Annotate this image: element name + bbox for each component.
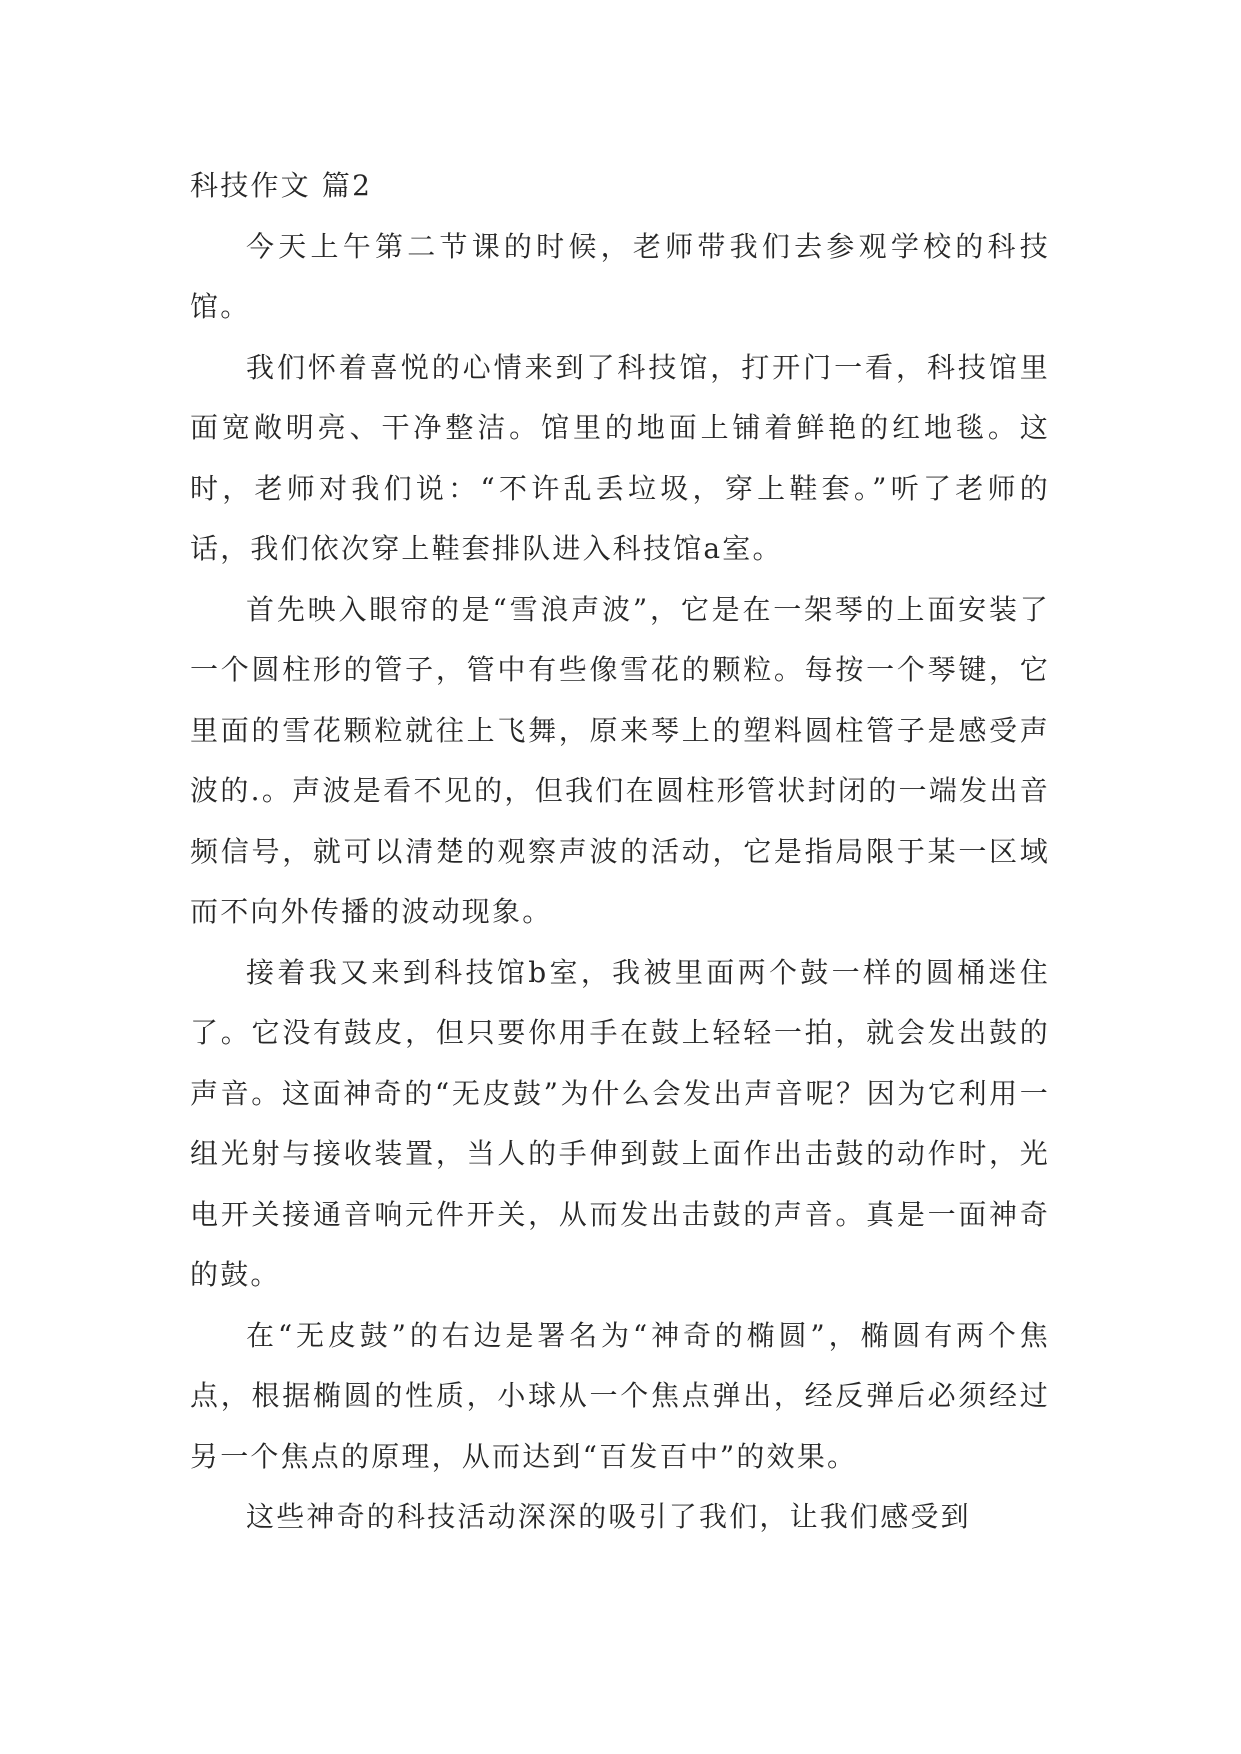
paragraph-museum-hall: 我们怀着喜悦的心情来到了科技馆，打开门一看，科技馆里面宽敞明亮、干净整洁。馆里的地面上铺着鲜艳的红地毯。这时，老师对我们说：“不许乱丢垃圾，穿上鞋套。”听了老师的话，我们依次穿上鞋套排队进入科技馆a室。 — [190, 350, 1050, 565]
article-body — [190, 156, 1050, 1548]
article-heading: 科技作文 篇2 — [190, 169, 373, 202]
paragraph-snow-wave: 首先映入眼帘的是“雪浪声波”，它是在一架琴的上面安装了一个圆柱形的管子，管中有些像雪花的颗粒。每按一个琴键，它里面的雪花颗粒就往上飞舞，原来琴上的塑料圆柱管子是感受声波的.。声波是看不见的，但我们在圆柱形管状封闭的一端发出音频信号，就可以清楚的观察声波的活动，它是指局限于某一区域而不向外传播的波动现象。 — [190, 592, 1050, 928]
paragraph-skinless-drum: 接着我又来到科技馆b室，我被里面两个鼓一样的圆桶迷住了。它没有鼓皮，但只要你用手在鼓上轻轻一拍，就会发出鼓的声音。这面神奇的“无皮鼓”为什么会发出声音呢？因为它利用一组光射与接收装置，当人的手伸到鼓上面作出击鼓的动作时，光电开关接通音响元件开关，从而发出击鼓的声音。真是一面神奇的鼓。 — [190, 955, 1050, 1291]
paragraph-visit-intro: 今天上午第二节课的时候，老师带我们去参观学校的科技馆。 — [190, 229, 1050, 323]
paragraph-conclusion: 这些神奇的科技活动深深的吸引了我们，让我们感受到 — [246, 1500, 971, 1533]
paragraph-magic-ellipse: 在“无皮鼓”的右边是署名为“神奇的椭圆”，椭圆有两个焦点，根据椭圆的性质，小球从一个焦点弹出，经反弹后必须经过另一个焦点的原理，从而达到“百发百中”的效果。 — [190, 1318, 1050, 1473]
